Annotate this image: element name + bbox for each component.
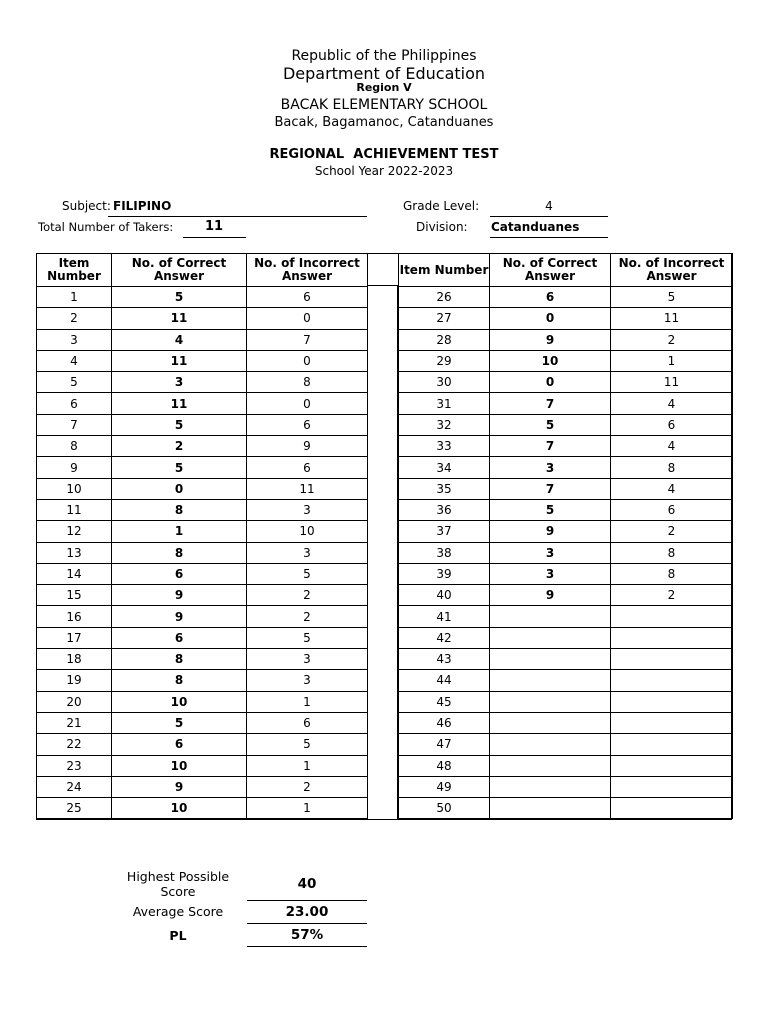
table-gap-header (367, 253, 398, 286)
republic-line: Republic of the Philippines (291, 48, 477, 64)
cell-correct: 6 (112, 563, 247, 584)
table-row (37, 755, 368, 776)
cell-item-number: 1 (37, 287, 112, 308)
cell-correct: 10 (112, 691, 247, 712)
table-row (399, 350, 733, 371)
takers-label: Total Number of Takers: (38, 220, 174, 234)
table-row (399, 372, 733, 393)
cell-correct: 9 (490, 521, 611, 542)
cell-item-number: 36 (399, 499, 490, 520)
cell-incorrect: 5 (247, 734, 368, 755)
cell-correct: 11 (112, 350, 247, 371)
cell-item-number: 9 (37, 457, 112, 478)
cell-item-number: 14 (37, 563, 112, 584)
cell-item-number: 24 (37, 776, 112, 797)
cell-incorrect: 5 (247, 627, 368, 648)
cell-item-number: 49 (399, 776, 490, 797)
school-year: School Year 2022-2023 (314, 164, 454, 178)
cell-item-number: 38 (399, 542, 490, 563)
table-header-row (37, 254, 368, 287)
table-row (37, 478, 368, 499)
table-row (37, 649, 368, 670)
items-table-right (398, 253, 733, 819)
cell-correct: 2 (112, 436, 247, 457)
cell-correct: 5 (112, 712, 247, 733)
cell-incorrect (611, 734, 733, 755)
cell-item-number: 43 (399, 649, 490, 670)
cell-item-number: 8 (37, 436, 112, 457)
cell-incorrect: 2 (611, 585, 733, 606)
table-row (399, 521, 733, 542)
cell-correct: 11 (112, 308, 247, 329)
cell-item-number: 25 (37, 798, 112, 819)
cell-incorrect: 4 (611, 393, 733, 414)
cell-item-number: 22 (37, 734, 112, 755)
pl-label: PL (169, 928, 187, 943)
cell-incorrect: 3 (247, 542, 368, 563)
table-row (37, 414, 368, 435)
cell-correct (490, 670, 611, 691)
cell-item-number: 47 (399, 734, 490, 755)
cell-incorrect: 0 (247, 393, 368, 414)
cell-item-number: 18 (37, 649, 112, 670)
cell-item-number: 10 (37, 478, 112, 499)
grade-underline (490, 216, 608, 217)
table-row (399, 287, 733, 308)
cell-item-number: 32 (399, 414, 490, 435)
cell-item-number: 13 (37, 542, 112, 563)
hps-label: Highest Possible Score (126, 869, 230, 899)
cell-correct: 0 (490, 372, 611, 393)
col-header-item: Item Number (399, 254, 490, 287)
cell-correct: 6 (112, 734, 247, 755)
avg-label: Average Score (132, 904, 224, 919)
cell-incorrect: 4 (611, 436, 733, 457)
cell-incorrect (611, 627, 733, 648)
table-row (399, 670, 733, 691)
cell-correct: 10 (112, 798, 247, 819)
region-line: Region V (356, 81, 412, 94)
cell-incorrect: 6 (247, 414, 368, 435)
cell-correct: 3 (112, 372, 247, 393)
avg-value: 23.00 (285, 904, 329, 920)
table-row (399, 308, 733, 329)
cell-correct: 9 (490, 585, 611, 606)
table-row (37, 606, 368, 627)
table-row (37, 457, 368, 478)
subject-value: FILIPINO (113, 199, 172, 213)
cell-item-number: 5 (37, 372, 112, 393)
cell-item-number: 11 (37, 499, 112, 520)
cell-item-number: 48 (399, 755, 490, 776)
cell-item-number: 3 (37, 329, 112, 350)
cell-incorrect: 6 (611, 414, 733, 435)
cell-incorrect: 6 (247, 457, 368, 478)
table-row (399, 393, 733, 414)
cell-incorrect: 11 (611, 308, 733, 329)
cell-item-number: 41 (399, 606, 490, 627)
cell-item-number: 33 (399, 436, 490, 457)
cell-correct (490, 798, 611, 819)
table-row (37, 372, 368, 393)
cell-incorrect: 0 (247, 308, 368, 329)
grade-label: Grade Level: (403, 199, 480, 213)
items-table-left (36, 253, 368, 819)
department-line: Department of Education (282, 64, 486, 83)
cell-correct: 7 (490, 393, 611, 414)
cell-correct: 8 (112, 499, 247, 520)
cell-incorrect: 7 (247, 329, 368, 350)
grade-value: 4 (545, 199, 553, 213)
cell-incorrect (611, 755, 733, 776)
cell-incorrect: 1 (247, 798, 368, 819)
cell-correct: 3 (490, 457, 611, 478)
cell-incorrect: 10 (247, 521, 368, 542)
division-label: Division: (416, 220, 468, 234)
cell-item-number: 42 (399, 627, 490, 648)
table-row (399, 691, 733, 712)
cell-item-number: 20 (37, 691, 112, 712)
division-value: Catanduanes (491, 220, 580, 234)
cell-incorrect (611, 712, 733, 733)
table-row (37, 776, 368, 797)
cell-incorrect: 9 (247, 436, 368, 457)
division-underline (490, 237, 608, 238)
cell-correct: 0 (112, 478, 247, 499)
cell-incorrect: 11 (611, 372, 733, 393)
cell-incorrect: 8 (611, 542, 733, 563)
cell-correct: 9 (112, 606, 247, 627)
cell-incorrect (611, 776, 733, 797)
takers-underline (183, 237, 246, 238)
cell-correct: 0 (490, 308, 611, 329)
col-header-correct: No. of Correct Answer (112, 254, 247, 287)
cell-item-number: 31 (399, 393, 490, 414)
cell-correct: 10 (490, 350, 611, 371)
cell-correct (490, 712, 611, 733)
table-row (399, 478, 733, 499)
cell-item-number: 23 (37, 755, 112, 776)
cell-incorrect (611, 670, 733, 691)
col-header-incorrect: No. of Incorrect Answer (247, 254, 368, 287)
cell-correct (490, 755, 611, 776)
cell-incorrect: 2 (611, 521, 733, 542)
table-row (37, 585, 368, 606)
cell-correct (490, 627, 611, 648)
subject-label: Subject: (62, 199, 111, 213)
cell-correct: 7 (490, 436, 611, 457)
table-row (37, 350, 368, 371)
cell-incorrect: 1 (247, 691, 368, 712)
cell-incorrect: 8 (611, 563, 733, 584)
cell-item-number: 35 (399, 478, 490, 499)
cell-incorrect: 3 (247, 499, 368, 520)
cell-correct: 3 (490, 563, 611, 584)
cell-incorrect: 3 (247, 649, 368, 670)
cell-item-number: 19 (37, 670, 112, 691)
col-header-incorrect: No. of Incorrect Answer (611, 254, 733, 287)
cell-correct: 4 (112, 329, 247, 350)
table-row (37, 436, 368, 457)
cell-item-number: 46 (399, 712, 490, 733)
table-row (37, 542, 368, 563)
cell-correct: 5 (490, 414, 611, 435)
table-row (37, 521, 368, 542)
cell-correct (490, 776, 611, 797)
cell-correct (490, 734, 611, 755)
cell-incorrect: 2 (611, 329, 733, 350)
table-row (399, 585, 733, 606)
table-header-row (399, 254, 733, 287)
cell-incorrect: 8 (611, 457, 733, 478)
table-row (37, 691, 368, 712)
table-row (37, 734, 368, 755)
cell-item-number: 40 (399, 585, 490, 606)
cell-item-number: 34 (399, 457, 490, 478)
cell-correct: 5 (490, 499, 611, 520)
cell-correct: 7 (490, 478, 611, 499)
pl-value: 57% (290, 927, 324, 943)
cell-correct: 5 (112, 414, 247, 435)
cell-correct: 9 (490, 329, 611, 350)
hps-underline (247, 900, 367, 901)
takers-value: 11 (204, 219, 224, 234)
cell-correct: 5 (112, 457, 247, 478)
cell-incorrect: 6 (611, 499, 733, 520)
cell-incorrect (611, 649, 733, 670)
cell-item-number: 45 (399, 691, 490, 712)
cell-item-number: 2 (37, 308, 112, 329)
page-title: REGIONAL ACHIEVEMENT TEST (269, 147, 499, 162)
cell-item-number: 21 (37, 712, 112, 733)
table-row (37, 798, 368, 819)
cell-incorrect: 8 (247, 372, 368, 393)
cell-correct (490, 649, 611, 670)
table-row (399, 563, 733, 584)
cell-correct: 11 (112, 393, 247, 414)
cell-item-number: 27 (399, 308, 490, 329)
table-row (37, 287, 368, 308)
cell-incorrect (611, 606, 733, 627)
cell-incorrect: 0 (247, 350, 368, 371)
cell-item-number: 50 (399, 798, 490, 819)
table-row (37, 499, 368, 520)
cell-correct: 6 (490, 287, 611, 308)
cell-correct: 6 (112, 627, 247, 648)
subject-underline (108, 216, 367, 217)
hps-value: 40 (297, 876, 317, 892)
cell-incorrect (611, 798, 733, 819)
cell-item-number: 39 (399, 563, 490, 584)
cell-correct: 10 (112, 755, 247, 776)
cell-item-number: 44 (399, 670, 490, 691)
table-row (37, 627, 368, 648)
cell-correct: 3 (490, 542, 611, 563)
cell-incorrect: 3 (247, 670, 368, 691)
cell-incorrect: 4 (611, 478, 733, 499)
cell-item-number: 16 (37, 606, 112, 627)
cell-incorrect (611, 691, 733, 712)
table-row (399, 798, 733, 819)
cell-item-number: 6 (37, 393, 112, 414)
table-row (399, 627, 733, 648)
cell-correct: 8 (112, 670, 247, 691)
cell-incorrect: 2 (247, 606, 368, 627)
cell-correct (490, 691, 611, 712)
cell-correct: 8 (112, 542, 247, 563)
school-address: Bacak, Bagamanoc, Catanduanes (274, 115, 494, 130)
cell-incorrect: 5 (611, 287, 733, 308)
cell-incorrect: 5 (247, 563, 368, 584)
cell-incorrect: 6 (247, 287, 368, 308)
table-row (399, 457, 733, 478)
cell-incorrect: 1 (247, 755, 368, 776)
cell-incorrect: 1 (611, 350, 733, 371)
cell-correct: 9 (112, 585, 247, 606)
col-header-correct: No. of Correct Answer (490, 254, 611, 287)
table-row (37, 563, 368, 584)
cell-incorrect: 2 (247, 776, 368, 797)
cell-incorrect: 6 (247, 712, 368, 733)
avg-underline (247, 923, 367, 924)
table-row (399, 776, 733, 797)
cell-item-number: 26 (399, 287, 490, 308)
cell-item-number: 17 (37, 627, 112, 648)
cell-correct: 8 (112, 649, 247, 670)
table-row (399, 329, 733, 350)
cell-item-number: 15 (37, 585, 112, 606)
cell-correct: 1 (112, 521, 247, 542)
cell-incorrect: 11 (247, 478, 368, 499)
table-row (399, 734, 733, 755)
cell-item-number: 37 (399, 521, 490, 542)
table-row (399, 712, 733, 733)
table-row (399, 436, 733, 457)
cell-correct (490, 606, 611, 627)
cell-item-number: 29 (399, 350, 490, 371)
table-row (399, 499, 733, 520)
table-row (399, 606, 733, 627)
cell-item-number: 4 (37, 350, 112, 371)
cell-correct: 9 (112, 776, 247, 797)
table-row (37, 712, 368, 733)
cell-item-number: 12 (37, 521, 112, 542)
cell-item-number: 7 (37, 414, 112, 435)
table-row (37, 329, 368, 350)
table-row (399, 755, 733, 776)
table-row (399, 649, 733, 670)
table-row (399, 542, 733, 563)
table-row (37, 308, 368, 329)
table-row (399, 414, 733, 435)
cell-item-number: 28 (399, 329, 490, 350)
cell-item-number: 30 (399, 372, 490, 393)
table-row (37, 670, 368, 691)
col-header-item: Item Number (37, 254, 112, 287)
cell-correct: 5 (112, 287, 247, 308)
cell-incorrect: 2 (247, 585, 368, 606)
table-row (37, 393, 368, 414)
pl-underline (247, 946, 367, 947)
school-name: BACAK ELEMENTARY SCHOOL (280, 97, 488, 113)
